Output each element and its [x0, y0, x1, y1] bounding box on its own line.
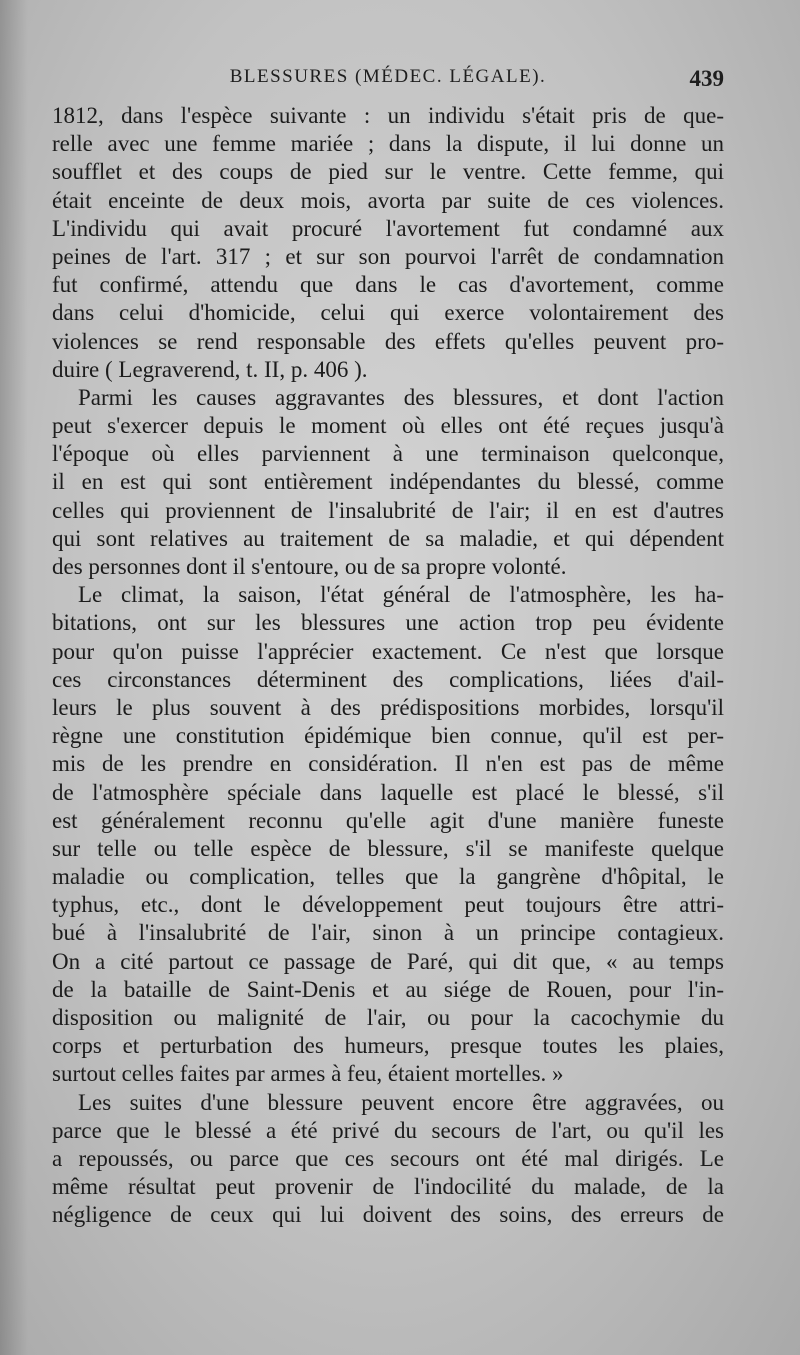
- text-line: On a cité partout ce passage de Paré, qui dit que, « au temps: [52, 948, 724, 974]
- text-line: fut confirmé, attendu que dans le cas d'avortement, comme: [52, 272, 724, 298]
- text-line: qui sont relatives au traitement de sa maladie, et qui dépendent: [52, 525, 724, 551]
- text-line: surtout celles faites par armes à feu, étaient mortelles. »: [52, 1061, 564, 1087]
- paragraph: [52, 102, 724, 384]
- text-line: 1812, dans l'espèce suivante : un individu s'était pris de que-: [52, 103, 724, 128]
- text-line: peut s'exercer depuis le moment où elles ont été reçues jusqu'à: [52, 413, 724, 439]
- running-head: [52, 66, 724, 98]
- text-line: sur telle ou telle espèce de blessure, s'il se manifeste quelque: [52, 835, 724, 861]
- text-line: parce que le blessé a été privé du secours de l'art, ou qu'il les: [52, 1117, 724, 1143]
- text-line: duire ( Legraverend, t. II, p. 406 ).: [52, 356, 368, 382]
- text-line: bué à l'insalubrité de l'air, sinon à un principe contagieux.: [52, 920, 724, 946]
- text-line: mis de les prendre en considération. Il n'en est pas de même: [52, 751, 724, 777]
- page-number: 439: [689, 66, 724, 91]
- text-line: celles qui proviennent de l'insalubrité de l'air; il en est d'autres: [52, 497, 724, 523]
- text-line: négligence de ceux qui lui doivent des soins, des erreurs de: [52, 1202, 724, 1228]
- text-line: Le climat, la saison, l'état général de l'atmosphère, les ha-: [78, 582, 724, 608]
- text-line: maladie ou complication, telles que la gangrène d'hôpital, le: [52, 864, 724, 890]
- text-line: leurs le plus souvent à des prédispositions morbides, lorsqu'il: [52, 694, 724, 720]
- paragraph: [52, 384, 724, 581]
- text-line: corps et perturbation des humeurs, presque toutes les plaies,: [52, 1033, 724, 1059]
- text-line: L'individu qui avait procuré l'avortement fut condamné aux: [52, 215, 724, 241]
- text-line: même résultat peut provenir de l'indocilité du malade, de la: [52, 1174, 724, 1200]
- text-line: disposition ou malignité de l'air, ou pour la cacochymie du: [52, 1005, 724, 1030]
- text-line: est généralement reconnu qu'elle agit d'une manière funeste: [52, 807, 724, 833]
- paragraph: [52, 1089, 724, 1230]
- running-title: BLESSURES (MÉDEC. LÉGALE).: [229, 66, 547, 87]
- text-line: typhus, etc., dont le développement peut toujours être attri-: [52, 892, 724, 918]
- text-line: dans celui d'homicide, celui qui exerce volontairement des: [52, 300, 724, 326]
- text-line: ces circonstances déterminent des complications, liées d'ail-: [52, 666, 724, 692]
- text-line: bitations, ont sur les blessures une action trop peu évidente: [52, 610, 724, 636]
- body-text: [52, 102, 724, 1230]
- text-line: était enceinte de deux mois, avorta par suite de ces violences.: [52, 187, 724, 213]
- text-line: a repoussés, ou parce que ces secours ont été mal dirigés. Le: [52, 1145, 724, 1171]
- text-line: relle avec une femme mariée ; dans la dispute, il lui donne un: [52, 131, 724, 157]
- text-line: l'époque où elles parviennent à une terminaison quelconque,: [52, 441, 724, 467]
- page-edge-shadow: [0, 0, 28, 1355]
- text-line: Les suites d'une blessure peuvent encore être aggravées, ou: [78, 1089, 724, 1115]
- text-line: pour qu'on puisse l'apprécier exactement. Ce n'est que lorsque: [52, 638, 724, 664]
- text-line: des personnes dont il s'entoure, ou de sa propre volonté.: [52, 554, 567, 579]
- text-line: violences se rend responsable des effets qu'elles peuvent pro-: [52, 328, 724, 354]
- text-line: de l'atmosphère spéciale dans laquelle est placé le blessé, s'il: [52, 779, 724, 805]
- text-line: de la bataille de Saint-Denis et au siége de Rouen, pour l'in-: [52, 976, 724, 1002]
- text-line: il en est qui sont entièrement indépendantes du blessé, comme: [52, 469, 724, 495]
- text-line: peines de l'art. 317 ; et sur son pourvoi l'arrêt de condamnation: [52, 243, 724, 269]
- text-line: règne une constitution épidémique bien connue, qu'il est per-: [52, 723, 724, 749]
- text-line: soufflet et des coups de pied sur le ventre. Cette femme, qui: [52, 159, 724, 185]
- text-line: Parmi les causes aggravantes des blessures, et dont l'action: [78, 384, 724, 410]
- paragraph: [52, 581, 724, 1088]
